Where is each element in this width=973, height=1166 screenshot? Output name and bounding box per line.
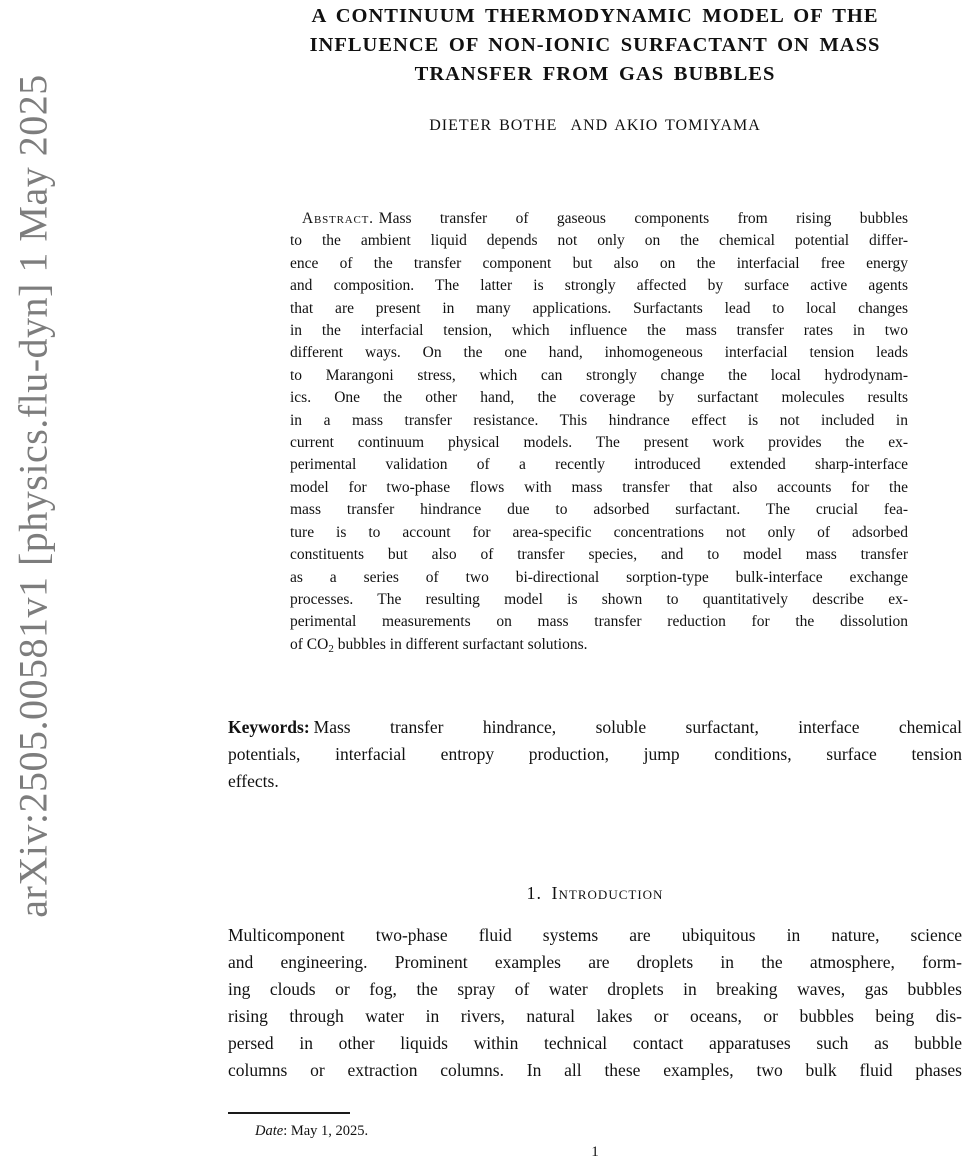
title-line: A CONTINUUM THERMODYNAMIC MODEL OF THE <box>311 5 879 27</box>
abstract-line: to Marangoni stress, which can strongly change the local hydrodynam- <box>290 366 908 384</box>
abstract-line: Mass transfer of gaseous components from rising bubbles <box>378 210 908 227</box>
abstract-line: to the ambient liquid depends not only on the chemical potential differ- <box>290 232 908 250</box>
date-line <box>228 1121 962 1142</box>
abstract-line: ics. One the other hand, the coverage by surfactant molecules results <box>290 389 908 407</box>
subscript-two: 2 <box>328 642 334 655</box>
abstract-line: ence of the transfer component but also on the interfacial free energy <box>290 254 908 272</box>
abstract-last-line <box>290 634 908 656</box>
abstract-line: as a series of two bi-directional sorption-type bulk-interface exchange <box>290 568 908 586</box>
keywords-last-line: effects. <box>228 771 279 791</box>
abstract-line: ture is to account for area-specific concentrations not only of adsorbed <box>290 523 908 541</box>
authors-line: DIETER BOTHE AND AKIO TOMIYAMA <box>429 117 761 134</box>
keywords-label: Keywords: <box>228 717 310 737</box>
intro-paragraph <box>228 922 962 1084</box>
keywords-lines <box>228 741 962 768</box>
abstract-line: constituents but also of transfer species, and to model mass transfer <box>290 546 908 564</box>
abstract-lines <box>290 230 908 633</box>
intro-lines <box>228 922 962 1084</box>
abstract-label: Abstract. <box>302 210 374 227</box>
paper-title <box>228 2 962 89</box>
abstract-line: perimental measurements on mass transfer reduction for the dissolution <box>290 613 908 631</box>
keywords-first-line <box>228 714 962 741</box>
abstract-line: perimental validation of a recently introduced extended sharp-interface <box>290 456 908 474</box>
abstract-line: current continuum physical models. The present work provides the ex- <box>290 434 908 452</box>
title-line: TRANSFER FROM GAS BUBBLES <box>414 63 776 85</box>
abstract-line: different ways. On the one hand, inhomogeneous interfacial tension leads <box>290 344 908 362</box>
abstract-line: that are present in many applications. Surfactants lead to local changes <box>290 299 908 317</box>
abstract-block <box>290 208 908 656</box>
abstract-line: in a mass transfer resistance. This hindrance effect is not included in <box>290 411 908 429</box>
body-line: Multicomponent two-phase fluid systems are ubiquitous in nature, science <box>228 925 962 945</box>
footnote-rule <box>228 1112 350 1114</box>
abstract-line: model for two-phase flows with mass transfer that also accounts for the <box>290 478 908 496</box>
keywords-block <box>228 714 962 795</box>
body-line: persed in other liquids within technical contact apparatuses such as bubble <box>228 1033 962 1053</box>
keywords-line: Mass transfer hindrance, soluble surfactant, interface chemical <box>313 717 962 737</box>
keywords-line: potentials, interfacial entropy production, jump conditions, surface tension <box>228 744 962 764</box>
abstract-line: bubbles in different surfactant solutions. <box>333 635 588 653</box>
arxiv-watermark: arXiv:2505.00581v1 [physics.flu-dyn] 1 May 2025 <box>10 74 56 918</box>
date-value: : May 1, 2025. <box>283 1123 369 1139</box>
abstract-line: mass transfer hindrance due to adsorbed surfactant. The crucial fea- <box>290 501 908 519</box>
body-line: ing clouds or fog, the spray of water droplets in breaking waves, gas bubbles <box>228 979 962 999</box>
abstract-line: and composition. The latter is strongly affected by surface active agents <box>290 277 908 295</box>
section-heading-introduction: 1. Introduction <box>526 883 664 903</box>
title-line: INFLUENCE OF NON-IONIC SURFACTANT ON MASS <box>309 34 881 56</box>
abstract-line: processes. The resulting model is shown to quantitatively describe ex- <box>290 590 908 608</box>
date-label: Date <box>255 1123 284 1139</box>
body-line: and engineering. Prominent examples are droplets in the atmosphere, form- <box>228 952 962 972</box>
abstract-line: in the interfacial tension, which influence the mass transfer rates in two <box>290 322 908 340</box>
body-line: rising through water in rivers, natural lakes or oceans, or bubbles being dis- <box>228 1006 962 1026</box>
abstract-line: of CO <box>290 635 329 653</box>
abstract-first-line <box>290 208 908 230</box>
body-line: columns or extraction columns. In all these examples, two bulk fluid phases <box>228 1060 962 1080</box>
page-number: 1 <box>591 1144 599 1160</box>
